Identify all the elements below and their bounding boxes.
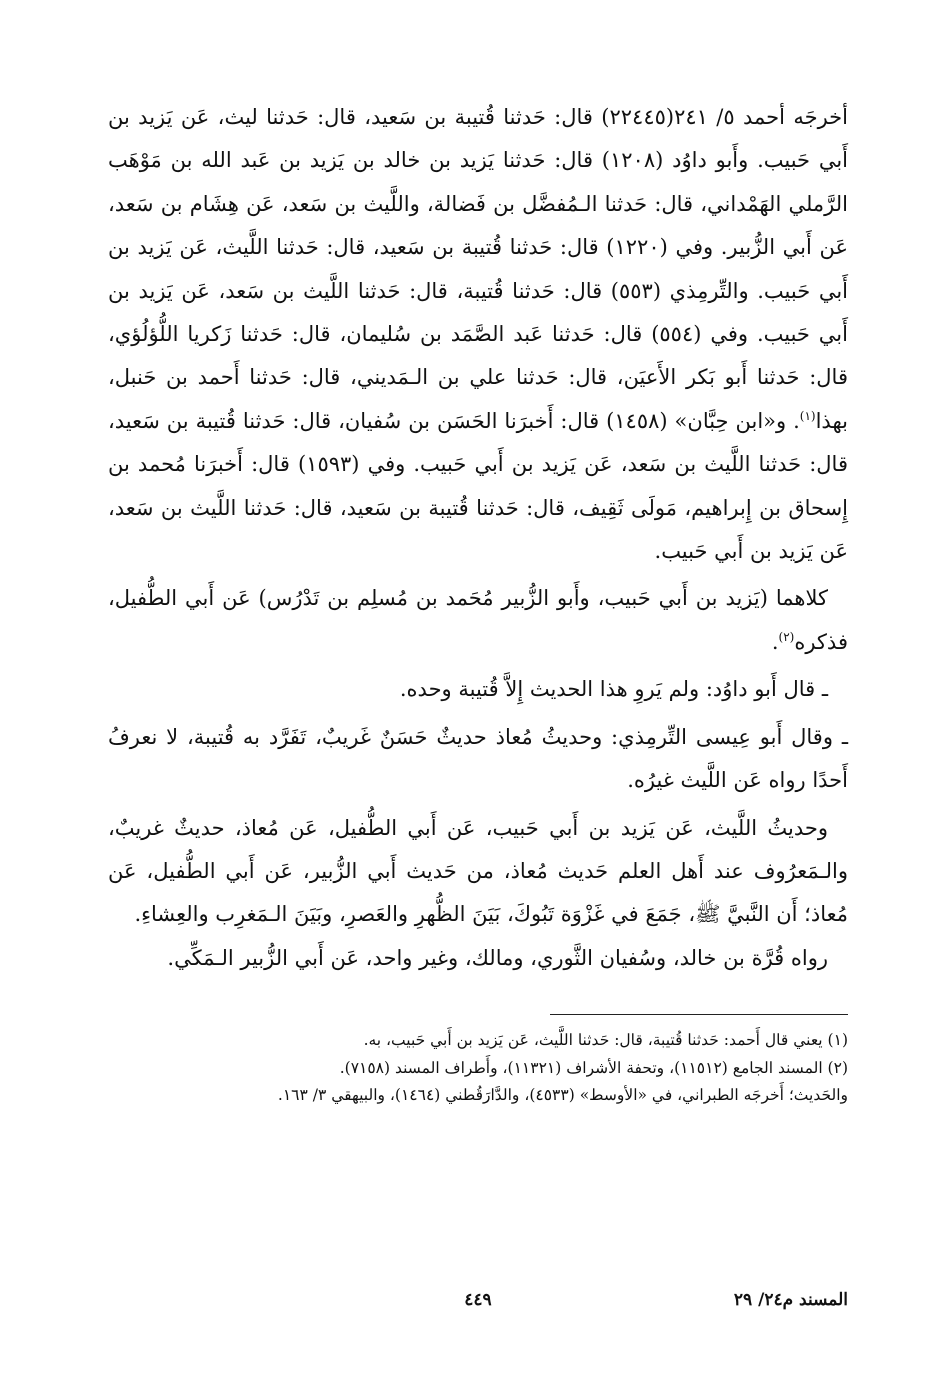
footnote-2: (٢) المسند الجامع (١١٥١٢)، وتحفة الأشراف (١١٣٢١)، وأَطراف المسند (٧١٥٨).	[339, 1058, 848, 1077]
main-text	[108, 96, 848, 980]
takhrij-text-continued: . و«ابن حِبَّان» (١٤٥٨) قال: أَخبرَنا الحَسَن بن سُفيان، قال: حَدثنا قُتيبة بن سَعيد، قال: حَدثنا اللَّيث بن سَعد، عَن يَزيد بن أَبي حَبيب. وفي (١٥٩٣) قال: أَخبرَنا مُحمد بن إِسحاق بن إِبراهيم، مَولَى ثَقِيف، قال: حَدثنا قُتيبة بن سَعيد، قال: حَدثنا اللَّيث بن سَعد، عَن يَزيد بن أَبي حَبيب.	[108, 408, 848, 564]
page-footer	[108, 1290, 848, 1320]
page-number: ٤٤٩	[464, 1290, 492, 1310]
both-chains-text: كلاهما (يَزيد بن أَبي حَبيب، وأَبو الزُّبير مُحَمد بن مُسلِم بن تَدْرُس) عَن أَبي الطُّفيل، فذكره	[108, 586, 848, 654]
takhrij-text: أخرجَه أحمد ٥/ ٢٤١(٢٢٤٤٥) قال: حَدثنا قُتيبة بن سَعيد، قال: حَدثنا ليث، عَن يَزيد بن أَبي حَبيب. وأَبو داوُد (١٢٠٨) قال: حَدثنا يَزيد بن خالد بن يَزيد بن عَبد الله بن مَوْهَب الرَّملي الهَمْداني، قال: حَدثنا الـمُفضَّل بن فَضالة، واللَّيث بن سَعد، عَن هِشَام بن سَعد، عَن أَبي الزُّبير. وفي (١٢٢٠) قال: حَدثنا قُتيبة بن سَعيد، قال: حَدثنا اللَّيث، عَن يَزيد بن أَبي حَبيب. والتِّرمِذي (٥٥٣) قال: حَدثنا قُتيبة، قال: حَدثنا اللَّيث بن سَعد، عَن يَزيد بن أَبي حَبيب. وفي (٥٥٤) قال: حَدثنا عَبد الصَّمَد بن سُليمان، قال: حَدثنا زَكريا اللُّؤلُؤي، قال: حَدثنا أَبو بَكر الأَعيَن، قال: حَدثنا علي بن الـمَديني، قال: حَدثنا أَحمد بن حَنبل، بهذا	[108, 105, 849, 433]
both-chains-end: .	[771, 629, 779, 654]
footnote-1: (١) يعني قال أَحمد: حَدثنا قُتيبة، قال: حَدثنا اللَّيث، عَن يَزيد بن أَبي حَبيب، به.	[363, 1031, 848, 1050]
footnotes	[108, 1027, 848, 1110]
abu-dawud-note: ـ قال أَبو داوُد: ولم يَروِ هذا الحديث إِلاَّ قُتيبة وحده.	[399, 677, 828, 702]
tirmidhi-note: ـ وقال أَبو عِيسى التِّرمِذي: وحديثُ مُعاذ حديثٌ حَسَنٌ غَريبٌ، تَفَرَّد به قُتيبة، لا نعرفُ أَحدًا رواه عَن اللَّيث غيرُه.	[108, 724, 848, 793]
footnote-2-continued: والحَديث؛ أَخرجَه الطبراني، في «الأوسط» (٤٥٣٣)، والدَّارَقُطني (١٤٦٤)، والبيهقي ٣/ ١٦٣.	[277, 1086, 848, 1105]
footnote-ref-2: (٢)	[778, 629, 795, 644]
takhrij-paragraph	[108, 96, 848, 573]
both-chains-paragraph	[108, 577, 848, 664]
footnote-separator	[550, 1014, 848, 1015]
printing-signature: المسند م٢٤/ ٢٩	[733, 1290, 848, 1310]
book-page	[108, 96, 848, 1346]
footnote-ref-1: (١)	[799, 408, 816, 423]
narrators-paragraph: رواه قُرَّة بن خالد، وسُفيان الثَّوري، ومالك، وغير واحد، عَن أَبي الزُّبير الـمَكِّي.	[167, 945, 828, 970]
hadith-layth-paragraph: وحديثُ اللَّيث، عَن يَزيد بن أَبي حَبيب، عَن أَبي الطُّفيل، عَن مُعاذ، حديثٌ غريبٌ، والـمَعرُوف عند أَهل العلم حَديث مُعاذ، من حَديث أَبي الزُّبير، عَن أَبي الطُّفيل، عَن مُعاذ؛ أَن النَّبيَّ ﷺ، جَمَعَ في غَزْوَة تَبُوكَ، بَيَنَ الظُّهرِ والعَصرِ، وبَيَنَ الـمَغرِب والعِشاءِ.	[108, 815, 848, 927]
